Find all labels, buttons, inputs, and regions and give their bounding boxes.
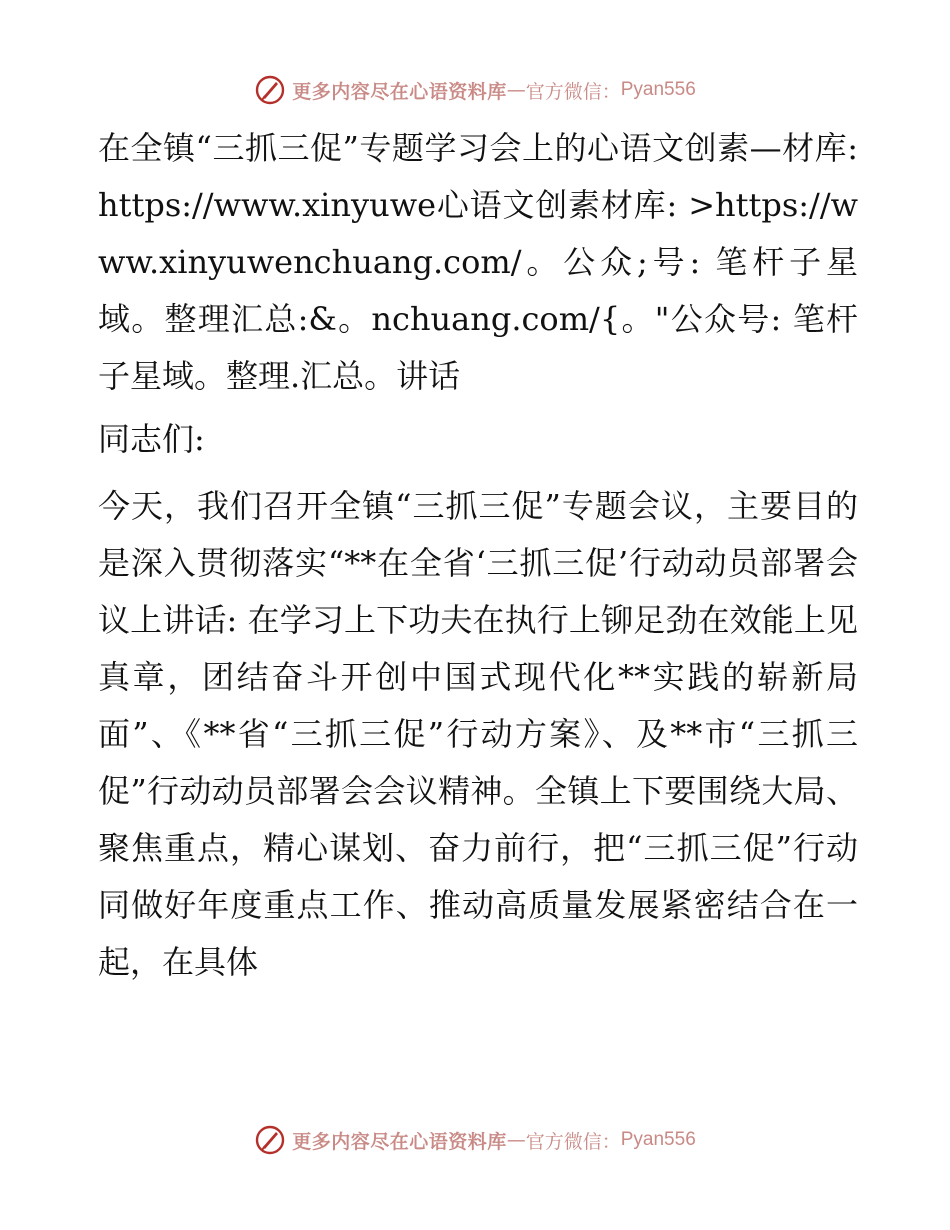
document-paragraph: 今天，我们召开全镇“三抓三促”专题会议，主要目的是深入贯彻落实“**在全省‘三抓三促’行动动员部署会议上讲话: 在学习上下功夫在执行上铆足劲在效能上见真章，团结奋斗开创中国式现代化**实践的崭新局面”、《**省“三抓三促”行动方案》、及**市“三抓三促”行动动员部署会会议精神。全镇上下要围绕大局、聚焦重点，精心谋划、奋力前行，把“三抓三促”行动同做好年度重点工作、推动高质量发展紧密结合在一起，在具体 xyxy=(98,487,858,981)
quill-circle-icon xyxy=(254,74,286,106)
document-greeting: 同志们: xyxy=(98,420,205,458)
banner-main-text: 更多内容尽在心语资料库 xyxy=(292,1130,507,1153)
footer-banner xyxy=(0,1120,950,1160)
quill-circle-icon xyxy=(254,1124,286,1156)
document-title: 在全镇“三抓三促”专题学习会上的心语文创素—材库: https://www.xinyuwe心语文创素材库: >https://www.xinyuwenchuang.com/。公众;号: 笔杆子星域。整理汇总:&。nchuang.com/{。"公众号: 笔杆子星域。整理.汇总。讲话 xyxy=(98,129,858,395)
header-banner xyxy=(0,70,950,110)
banner-official-label: 官方微信： xyxy=(525,80,621,103)
document-body xyxy=(98,120,858,991)
banner-dash: — xyxy=(506,1129,526,1151)
banner-wechat-id: Pyan556 xyxy=(620,79,696,100)
banner-dash: — xyxy=(506,79,526,101)
banner-official-label: 官方微信： xyxy=(525,1130,621,1153)
banner-wechat-id: Pyan556 xyxy=(620,1129,696,1150)
banner-main-text: 更多内容尽在心语资料库 xyxy=(292,80,507,103)
